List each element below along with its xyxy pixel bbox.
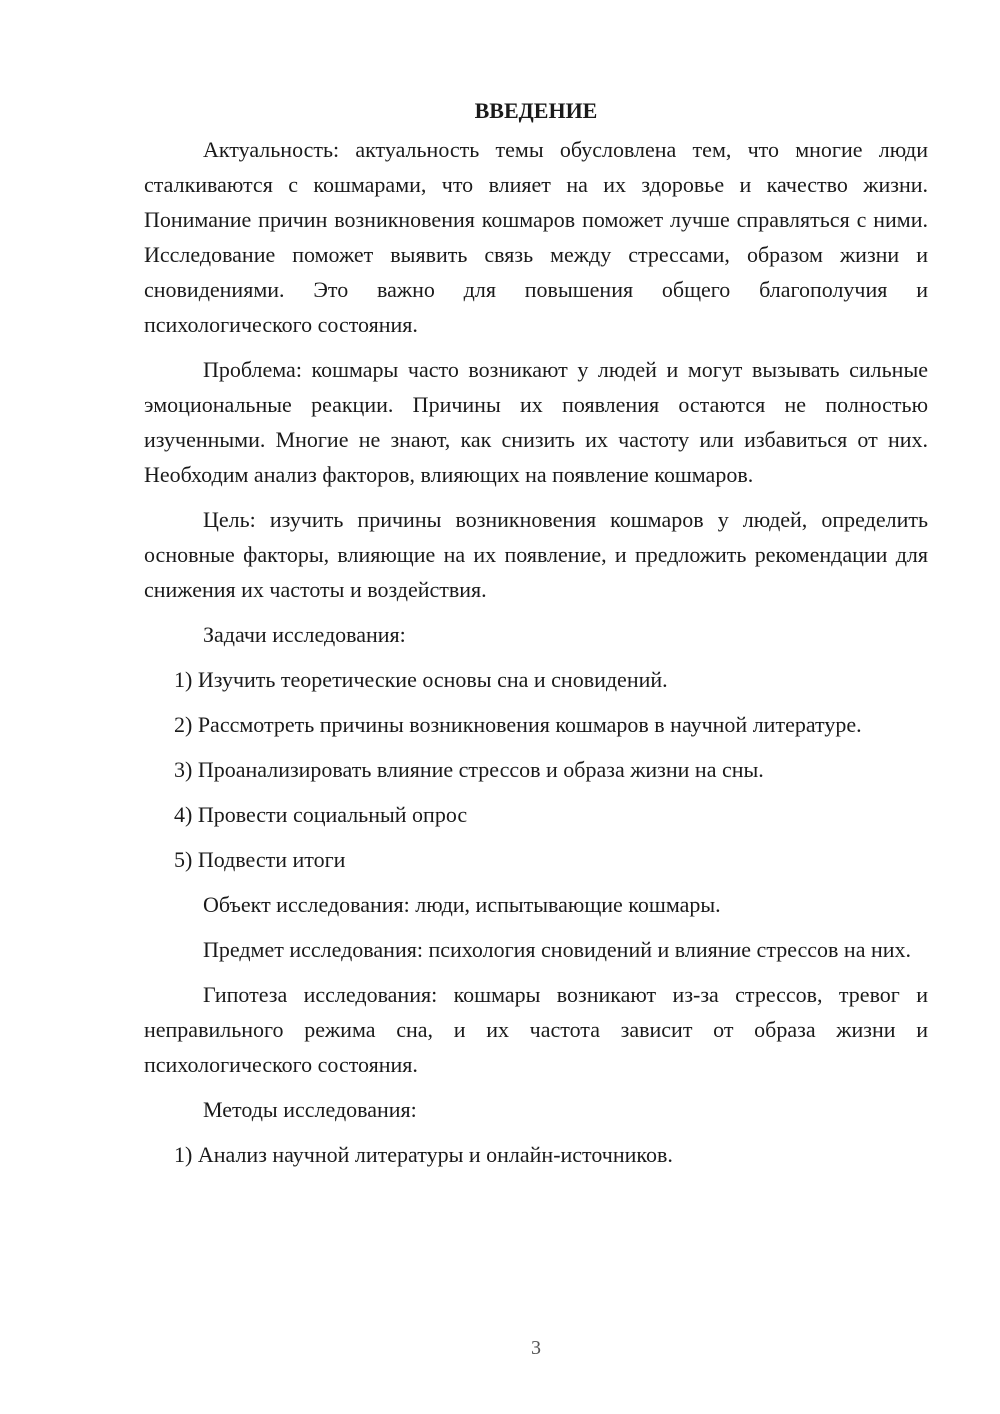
page-number: 3 — [531, 1337, 541, 1359]
method-item-1: 1) Анализ научной литературы и онлайн-источников. — [174, 1142, 673, 1167]
object-paragraph: Объект исследования: люди, испытывающие кошмары. — [203, 892, 721, 917]
relevance-paragraph: Актуальность: актуальность темы обусловлена тем, что многие люди сталкиваются с кошмарами, что влияет на их здоровье и качество жизни. Понимание причин возникновения кошмаров поможет лучше справляться с ними. Исследование поможет выявить связь между стрессами, образом жизни и сновидениями. Это важно для повышения общего благополучия и психологического состояния. — [144, 137, 928, 337]
tasks-heading: Задачи исследования: — [203, 622, 406, 647]
task-item-2: 2) Рассмотреть причины возникновения кошмаров в научной литературе. — [174, 712, 862, 737]
task-item-4: 4) Провести социальный опрос — [174, 802, 468, 827]
hypothesis-paragraph: Гипотеза исследования: кошмары возникают из-за стрессов, тревог и неправильного режима сна, и их частота зависит от образа жизни и психологического состояния. — [144, 982, 928, 1077]
task-item-5: 5) Подвести итоги — [174, 847, 346, 872]
problem-paragraph: Проблема: кошмары часто возникают у людей и могут вызывать сильные эмоциональные реакции. Причины их появления остаются не полностью изученными. Многие не знают, как снизить их частоту или избавиться от них. Необходим анализ факторов, влияющих на появление кошмаров. — [144, 357, 928, 487]
task-item-1: 1) Изучить теоретические основы сна и сновидений. — [174, 667, 668, 692]
goal-paragraph: Цель: изучить причины возникновения кошмаров у людей, определить основные факторы, влияющие на их появление, и предложить рекомендации для снижения их частоты и воздействия. — [144, 507, 928, 602]
section-title: ВВЕДЕНИЕ — [474, 98, 598, 123]
methods-heading: Методы исследования: — [203, 1097, 417, 1122]
task-item-3: 3) Проанализировать влияние стрессов и образа жизни на сны. — [174, 757, 764, 782]
subject-paragraph: Предмет исследования: психология сновидений и влияние стрессов на них. — [203, 937, 912, 962]
